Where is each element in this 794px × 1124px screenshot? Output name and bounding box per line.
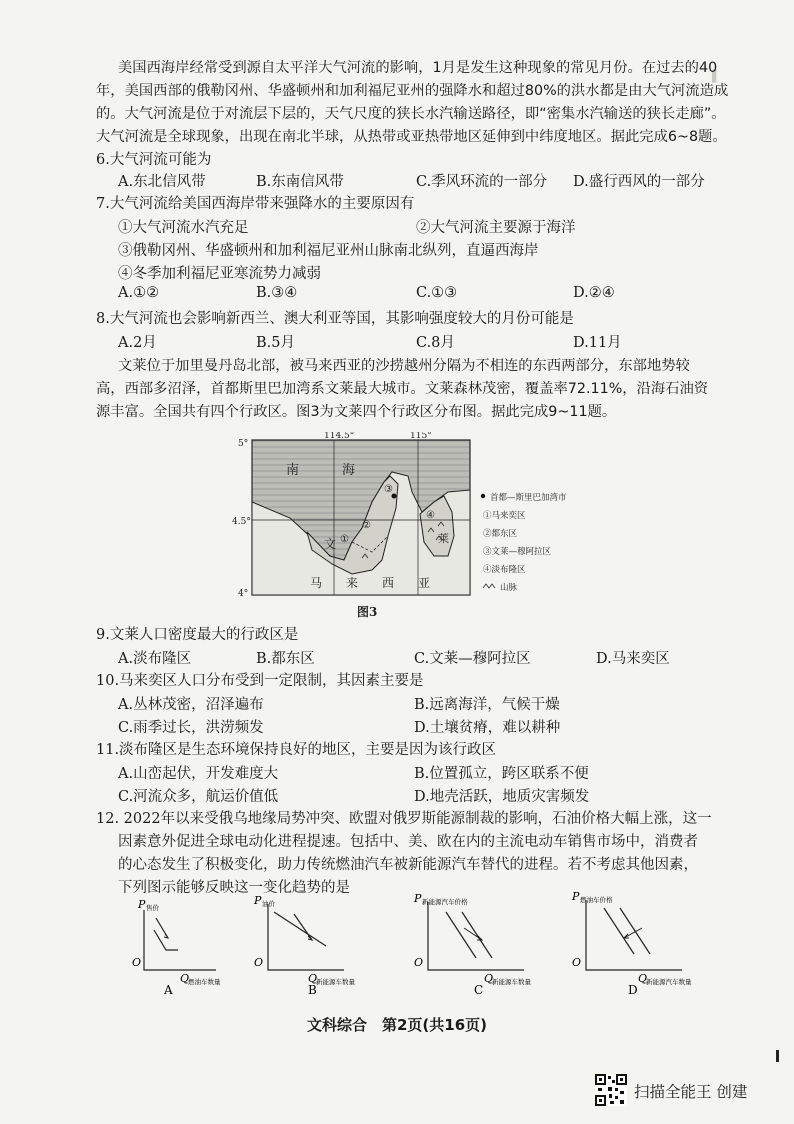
- question-6-stem: 6.大气河流可能为: [96, 152, 212, 168]
- legend-item: 首都—斯里巴加湾市: [490, 493, 567, 503]
- district-number: ①: [340, 534, 349, 545]
- figure-caption: 图3: [357, 605, 378, 619]
- legend-item: ②都东区: [483, 529, 518, 539]
- question-12-line: 下列图示能够反映这一变化趋势的是: [118, 880, 350, 896]
- axis-p-sub: 油价: [262, 900, 275, 908]
- axis-p-label: P: [572, 890, 580, 903]
- lat-label: 4.5°: [232, 517, 251, 527]
- sea-label: 南: [286, 463, 300, 478]
- axis-p-label: P: [414, 892, 422, 905]
- land-label: 马: [310, 576, 323, 590]
- question-11-stem: 11.淡布隆区是生态环境保持良好的地区，主要是因为该行政区: [96, 742, 497, 758]
- question-10-stem: 10.马来奕区人口分布受到一定限制，其因素主要是: [96, 673, 424, 689]
- page-footer: 文科综合 第2页(共16页): [306, 1016, 488, 1034]
- axis-q-label: Q: [180, 972, 190, 985]
- q8-option-b[interactable]: B.5月: [256, 335, 295, 351]
- question-12-line: 12. 2022年以来受俄乌地缘局势冲突、欧盟对俄罗斯能源制裁的影响，石油价格大幅上涨，这一: [96, 811, 712, 827]
- legend-item: ④淡布隆区: [483, 565, 526, 575]
- lon-label: 114.5°: [324, 432, 355, 441]
- q6-option-d[interactable]: D.盛行西风的一部分: [573, 174, 705, 190]
- axis-q-label: Q: [638, 972, 648, 985]
- q11-option-b[interactable]: B.位置孤立，跨区联系不便: [414, 766, 589, 782]
- q7-item-2: ②大气河流主要源于海洋: [416, 220, 576, 236]
- graph-option-c[interactable]: [404, 888, 574, 998]
- axis-q-sub: 新能源车数量: [316, 978, 355, 986]
- axis-q-sub: 新能源车数量: [492, 978, 531, 986]
- land-label: 西: [382, 576, 395, 590]
- axis-p-sub: 新能源汽车价格: [422, 898, 468, 906]
- axis-origin: O: [254, 956, 264, 969]
- scanner-watermark: 扫描全能王 创建: [634, 1083, 748, 1101]
- axis-q-label: Q: [484, 972, 494, 985]
- q6-option-c[interactable]: C.季风环流的一部分: [416, 174, 548, 190]
- q8-option-a[interactable]: A.2月: [118, 335, 157, 351]
- graph-letter: D: [628, 983, 638, 997]
- intro-paragraph-1-line: 美国西海岸经常受到源自太平洋大气河流的影响，1月是发生这种现象的常见月份。在过去的40: [118, 60, 718, 76]
- question-12-line: 因素意外促进全球电动化进程提速。包括中、美、欧在内的主流电动车销售市场中，消费者: [118, 834, 698, 850]
- axis-q-sub: 燃油车数量: [188, 978, 221, 986]
- lon-label: 115°: [410, 432, 432, 441]
- q7-option-d[interactable]: D.②④: [573, 285, 615, 301]
- land-label: 亚: [418, 576, 431, 590]
- axis-p-label: P: [254, 894, 262, 907]
- intro-paragraph-2-line: 文莱位于加里曼丹岛北部，被马来西亚的沙捞越州分隔为不相连的东西两部分，东部地势较: [118, 358, 690, 374]
- q7-item-3: ③俄勒冈州、华盛顿州和加利福尼亚州山脉南北纵列，直逼西海岸: [118, 243, 539, 259]
- question-9-stem: 9.文莱人口密度最大的行政区是: [96, 627, 299, 643]
- q6-option-b[interactable]: B.东南信风带: [256, 174, 344, 190]
- intro-paragraph-1-line: 年，美国西部的俄勒冈州、华盛顿州和加利福尼亚州的强降水和超过80%的洪水都是由大气河流造成: [96, 83, 729, 99]
- land-label: 来: [346, 576, 359, 590]
- legend-item: ③文莱—穆阿拉区: [483, 547, 552, 557]
- graph-letter: C: [474, 983, 484, 997]
- lat-label: 4°: [238, 589, 249, 599]
- q9-option-b[interactable]: B.都东区: [256, 651, 315, 667]
- q6-option-a[interactable]: A.东北信风带: [118, 174, 206, 190]
- question-7-stem: 7.大气河流给美国西海岸带来强降水的主要原因有: [96, 196, 415, 212]
- map-svg: [212, 432, 592, 622]
- question-12-line: 的心态发生了积极变化，助力传统燃油汽车被新能源汽车替代的进程。若不考虑其他因素，: [118, 857, 698, 873]
- axis-q-sub: 新能源汽车数量: [646, 978, 692, 986]
- intro-paragraph-1-line: 大气河流是全球现象，出现在南北半球，从热带或亚热带地区延伸到中纬度地区。据此完成6~8题。: [96, 129, 727, 145]
- q9-option-d[interactable]: D.马来奕区: [596, 651, 670, 667]
- land-label: 文: [324, 537, 337, 551]
- q7-item-1: ①大气河流水汽充足: [118, 220, 249, 236]
- q11-option-a[interactable]: A.山峦起伏，开发难度大: [118, 766, 279, 782]
- land-label: 莱: [438, 532, 449, 545]
- q8-option-d[interactable]: D.11月: [573, 335, 622, 351]
- axis-origin: O: [132, 956, 142, 969]
- q7-option-c[interactable]: C.①③: [416, 285, 458, 301]
- sea-label: 海: [342, 463, 356, 478]
- q11-option-d[interactable]: D.地壳活跃，地质灾害频发: [414, 789, 590, 805]
- question-8-stem: 8.大气河流也会影响新西兰、澳大利亚等国，其影响强度较大的月份可能是: [96, 311, 574, 327]
- q9-option-c[interactable]: C.文莱—穆阿拉区: [414, 651, 531, 667]
- district-number: ④: [426, 510, 435, 521]
- q10-option-c[interactable]: C.雨季过长，洪涝频发: [118, 720, 264, 736]
- q7-item-4: ④冬季加利福尼亚寒流势力减弱: [118, 266, 321, 282]
- district-number: ②: [362, 520, 371, 531]
- q10-option-a[interactable]: A.丛林茂密，沼泽遍布: [118, 697, 264, 713]
- axis-origin: O: [572, 956, 582, 969]
- graph-option-b[interactable]: [244, 888, 414, 998]
- lat-label: 5°: [238, 439, 249, 449]
- intro-paragraph-1-line: 的。大气河流是位于对流层下层的，天气尺度的狭长水汽输送路径，即“密集水汽输送的狭长走廊”。: [96, 106, 726, 122]
- q10-option-b[interactable]: B.远离海洋，气候干燥: [414, 697, 560, 713]
- q8-option-c[interactable]: C.8月: [416, 335, 455, 351]
- bleed-through-text: ▌: [712, 70, 721, 83]
- axis-p-sub: 售价: [146, 904, 159, 912]
- axis-origin: O: [414, 956, 424, 969]
- intro-paragraph-2-line: 高，西部多沼泽，首都斯里巴加湾系文莱最大城市。文莱森林茂密，覆盖率72.11%，沿海石油资: [96, 381, 709, 397]
- axis-p-sub: 燃油车价格: [580, 896, 613, 904]
- q7-option-b[interactable]: B.③④: [256, 285, 298, 301]
- q9-option-a[interactable]: A.淡布隆区: [118, 651, 192, 667]
- q11-option-c[interactable]: C.河流众多，航运价值低: [118, 789, 279, 805]
- q7-option-a[interactable]: A.①②: [118, 285, 160, 301]
- q10-option-d[interactable]: D.土壤贫瘠，难以耕种: [414, 720, 561, 736]
- brunei-map-figure: [212, 432, 592, 622]
- axis-q-label: Q: [308, 972, 318, 985]
- qr-code-icon: [595, 1074, 627, 1106]
- graph-letter: A: [164, 983, 173, 997]
- legend-item: ①马来奕区: [483, 511, 526, 521]
- graph-option-d[interactable]: [562, 888, 732, 998]
- axis-p-label: P: [138, 898, 146, 911]
- graph-letter: B: [308, 983, 317, 997]
- legend-item: 山脉: [500, 583, 518, 593]
- district-number: ③: [384, 484, 393, 495]
- edge-mark: [776, 1050, 779, 1062]
- intro-paragraph-2-line: 源丰富。全国共有四个行政区。图3为文莱四个行政区分布图。据此完成9~11题。: [96, 404, 617, 420]
